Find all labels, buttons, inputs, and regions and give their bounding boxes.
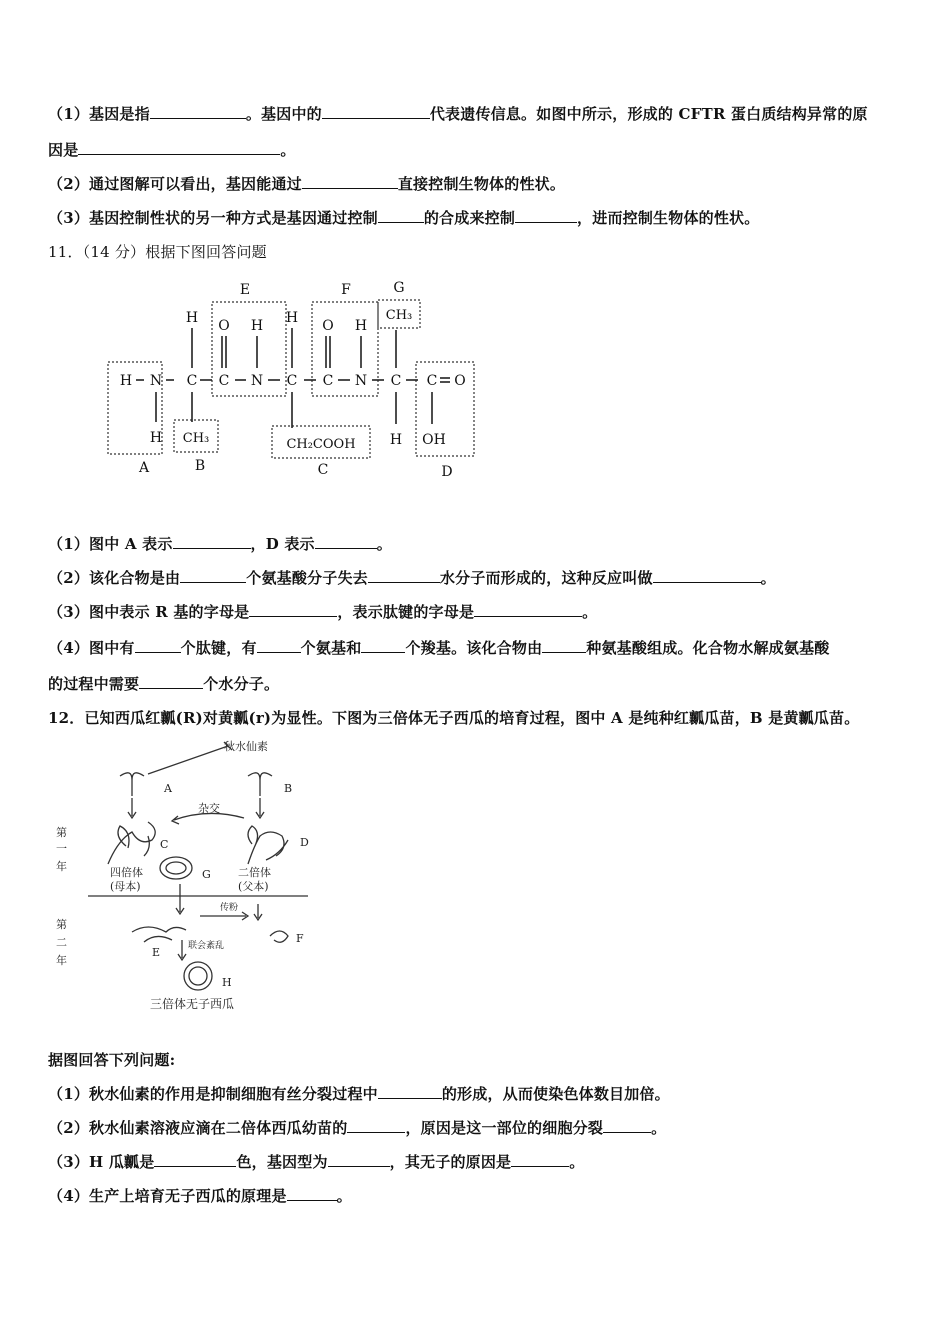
atom-o: O bbox=[322, 318, 334, 334]
result-label: 三倍体无子西瓜 bbox=[150, 997, 235, 1011]
atom-h: H bbox=[185, 310, 199, 326]
answer-blank[interactable] bbox=[515, 208, 577, 223]
atom-o: O bbox=[218, 318, 230, 334]
q10-line-3: （2）通过图解可以看出，基因能通过 直接控制生物体的性状。 bbox=[48, 175, 566, 193]
q12-line-4: （4）生产上培育无子西瓜的原理是 。 bbox=[48, 1187, 352, 1205]
q11-line-1: （1）图中 A 表示 ，D 表示 。 bbox=[48, 535, 392, 553]
letter-c: C bbox=[160, 838, 169, 851]
q12-line-1: （1）秋水仙素的作用是抑制细胞有丝分裂过程中 的形成，从而使染色体数目加倍。 bbox=[48, 1085, 670, 1103]
answer-blank[interactable] bbox=[653, 568, 761, 583]
year1-char: 第 bbox=[56, 826, 67, 839]
atom-h: H bbox=[250, 318, 264, 334]
atom-n: N bbox=[354, 373, 368, 389]
label-a: A bbox=[138, 460, 150, 476]
year1-char: 一 bbox=[56, 842, 67, 855]
atom-n: N bbox=[250, 373, 264, 389]
pollination-label: 传粉 bbox=[220, 903, 239, 913]
answer-blank[interactable] bbox=[328, 1152, 390, 1167]
answer-blank[interactable] bbox=[474, 602, 582, 617]
label-f: F bbox=[341, 282, 351, 298]
year2-char: 第 bbox=[56, 918, 67, 931]
answer-blank[interactable] bbox=[257, 638, 301, 653]
q12-line-2: （2）秋水仙素溶液应滴在二倍体西瓜幼苗的 ，原因是这一部位的细胞分裂 。 bbox=[48, 1119, 667, 1137]
group-ch2cooh: CH₂COOH bbox=[286, 437, 356, 452]
atom-c: C bbox=[186, 373, 198, 389]
watermelon-breeding-figure bbox=[48, 736, 348, 1020]
atom-c: C bbox=[286, 373, 298, 389]
answer-blank[interactable] bbox=[249, 602, 337, 617]
answer-blank[interactable] bbox=[173, 534, 251, 549]
atom-h: H bbox=[285, 310, 299, 326]
answer-blank[interactable] bbox=[542, 638, 586, 653]
q11-header: 11．（14 分）根据下图回答问题 bbox=[48, 243, 267, 261]
q12-intro: 据图回答下列问题: bbox=[48, 1051, 176, 1069]
q10-line-4: （3）基因控制性状的另一种方式是基因通过控制 的合成来控制 ，进而控制生物体的性状。 bbox=[48, 209, 760, 227]
answer-blank[interactable] bbox=[378, 1084, 442, 1099]
atom-h: H bbox=[149, 430, 163, 446]
label-d: D bbox=[441, 464, 453, 480]
letter-a: A bbox=[164, 782, 172, 795]
label-b: B bbox=[194, 458, 206, 474]
answer-blank[interactable] bbox=[78, 140, 280, 155]
atom-n: N bbox=[149, 373, 163, 389]
answer-blank[interactable] bbox=[180, 568, 246, 583]
answer-blank[interactable] bbox=[603, 1118, 651, 1133]
atom-c: C bbox=[426, 373, 438, 389]
atom-c: C bbox=[390, 373, 402, 389]
q12-header: 12．已知西瓜红瓤(R)对黄瓤(r)为显性。下图为三倍体无子西瓜的培育过程，图中 A 是纯种红瓤瓜苗，B 是黄瓤瓜苗。 bbox=[48, 709, 860, 727]
answer-blank[interactable] bbox=[368, 568, 440, 583]
tetraploid-label: 四倍体 bbox=[110, 866, 143, 879]
answer-blank[interactable] bbox=[287, 1186, 337, 1201]
atom-o: O bbox=[454, 373, 466, 389]
q11-line-3: （3）图中表示 R 基的字母是 ，表示肽键的字母是 。 bbox=[48, 603, 598, 621]
label-e: E bbox=[239, 282, 251, 298]
letter-b: B bbox=[284, 782, 293, 795]
year2-char: 二 bbox=[56, 936, 67, 949]
label-g: G bbox=[393, 280, 405, 296]
year1-char: 年 bbox=[56, 860, 67, 873]
atom-c: C bbox=[322, 373, 334, 389]
letter-d: D bbox=[300, 836, 309, 849]
atom-h: H bbox=[389, 432, 403, 448]
answer-blank[interactable] bbox=[139, 674, 203, 689]
label-c: C bbox=[317, 462, 329, 478]
answer-blank[interactable] bbox=[302, 174, 398, 189]
answer-blank[interactable] bbox=[347, 1118, 405, 1133]
q12-line-3: （3）H 瓜瓤是 色，基因型为 ，其无子的原因是 。 bbox=[48, 1153, 585, 1171]
atom-oh: OH bbox=[422, 432, 446, 448]
q11-line-2: （2）该化合物是由 个氨基酸分子失去 水分子而形成的，这种反应叫做 。 bbox=[48, 569, 776, 587]
letter-h: H bbox=[222, 976, 232, 989]
answer-blank[interactable] bbox=[315, 534, 377, 549]
letter-e: E bbox=[152, 946, 161, 959]
atom-c: C bbox=[218, 373, 230, 389]
peptide-structure-figure bbox=[100, 272, 490, 500]
synapsis-label: 联会紊乱 bbox=[188, 941, 225, 951]
atom-h: H bbox=[119, 373, 133, 389]
answer-blank[interactable] bbox=[154, 1152, 236, 1167]
colchicine-label: 秋水仙素 bbox=[224, 740, 268, 753]
q11-line-5: 的过程中需要 个水分子。 bbox=[48, 675, 280, 693]
answer-blank[interactable] bbox=[322, 104, 430, 119]
cross-label: 杂交 bbox=[198, 802, 220, 815]
answer-blank[interactable] bbox=[135, 638, 181, 653]
q11-line-4: （4）图中有 个肽键，有 个氨基和 个羧基。该化合物由 种氨基酸组成。化合物水解成氨基酸 bbox=[48, 639, 830, 657]
atom-h: H bbox=[354, 318, 368, 334]
answer-blank[interactable] bbox=[378, 208, 424, 223]
mother-label: (母本) bbox=[110, 880, 141, 893]
answer-blank[interactable] bbox=[361, 638, 405, 653]
diploid-label: 二倍体 bbox=[238, 866, 271, 879]
year2-char: 年 bbox=[56, 954, 67, 967]
q10-line-2: 因是 。 bbox=[48, 141, 296, 159]
letter-g: G bbox=[202, 868, 211, 881]
answer-blank[interactable] bbox=[150, 104, 246, 119]
answer-blank[interactable] bbox=[511, 1152, 569, 1167]
father-label: (父本) bbox=[238, 880, 269, 893]
q10-line-1: （1）基因是指 。基因中的 代表遗传信息。如图中所示，形成的 CFTR 蛋白质结构异常的原 bbox=[48, 105, 868, 123]
group-ch3: CH₃ bbox=[385, 308, 413, 323]
group-ch3: CH₃ bbox=[182, 431, 210, 446]
letter-f: F bbox=[296, 932, 304, 945]
